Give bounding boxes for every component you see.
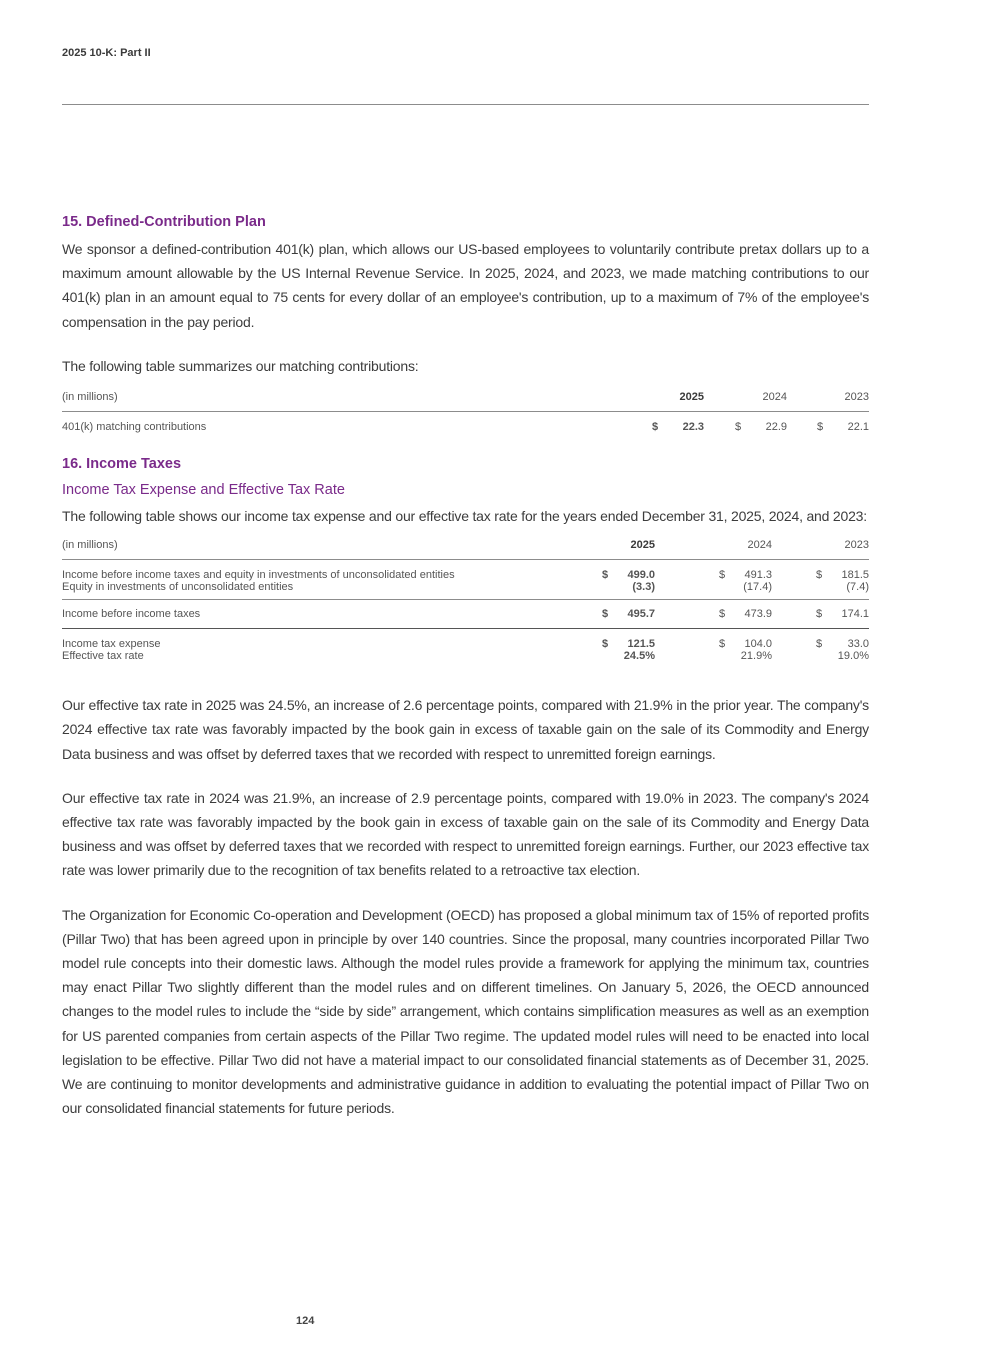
header-divider xyxy=(62,104,869,105)
row-label: Income tax expense xyxy=(62,629,602,651)
currency-symbol: $ xyxy=(816,638,823,651)
table-row xyxy=(62,600,869,629)
section-15-table-intro: The following table summarizes our matching contributions: xyxy=(62,357,419,374)
unit-label: (in millions) xyxy=(62,539,118,552)
value-2023: 174.1 xyxy=(841,608,869,621)
value-2024: (17.4) xyxy=(743,581,772,594)
value-2023: 19.0% xyxy=(837,650,869,663)
section-16-table-intro: The following table shows our income tax expense and our effective tax rate for the years ended December 31, 2025, 2024, and 2023: xyxy=(62,508,867,525)
table-row xyxy=(62,560,869,582)
value-2023: (7.4) xyxy=(846,581,869,594)
value-2023: 33.0 xyxy=(847,638,869,651)
row-label: Equity in investments of unconsolidated entities xyxy=(62,581,294,594)
currency-symbol: $ xyxy=(602,638,609,651)
currency-symbol: $ xyxy=(816,569,823,582)
section-15-paragraph: We sponsor a defined-contribution 401(k) plan, which allows our US-based employees to voluntarily contribute pretax dollars up to a maximum amount allowable by the US Internal Revenue Service. In 2025, 2024, and 2023, we made matching contributions to our 401(k) plan in an amount equal to 75 cents for every dollar of an employee's contribution, up to a maximum of 7% of the employee's compensation in the pay period. xyxy=(62,241,869,330)
row-label: 401(k) matching contributions xyxy=(62,412,652,434)
currency-symbol: $ xyxy=(816,608,823,621)
table-header-row xyxy=(62,388,869,412)
section-16-paragraph-3: The Organization for Economic Co-operation and Development (OECD) has proposed a global minimum tax of 15% of reported profits (Pillar Two) that has been agreed upon in principle by over 140 countries. Since the proposal, many countries incorporated Pillar Two model rule concepts into their domestic laws. Although the model rules provide a framework for applying the minimum tax, countries may enact Pillar Two slightly different than the model rules and on different timelines. On January 5, 2026, the OECD announced changes to the model rules to include the “side by side” arrangement, which contains simplification measures as well as an exemption for US parented companies from certain aspects of the Pillar Two regime. The updated model rules will need to be enacted into local legislation to be effective. Pillar Two did not have a material impact to our consolidated financial statements as of December 31, 2025. We are continuing to monitor developments and administrative guidance in addition to evaluating the potential impact of Pillar Two on our consolidated financial statements for future periods. xyxy=(62,906,869,1117)
matching-contributions-table xyxy=(62,388,869,433)
currency-symbol: $ xyxy=(602,569,609,582)
table-header-row xyxy=(62,536,869,560)
year-2023-header: 2023 xyxy=(844,391,869,404)
page-number: 124 xyxy=(296,1315,315,1327)
running-header: 2025 10-K: Part II xyxy=(62,47,151,59)
table-row xyxy=(62,581,869,600)
value-2023: 22.1 xyxy=(847,421,869,434)
year-2025-header: 2025 xyxy=(679,391,704,404)
year-2023-header: 2023 xyxy=(844,539,869,552)
section-16-subtitle: Income Tax Expense and Effective Tax Rate xyxy=(62,482,345,499)
currency-symbol: $ xyxy=(719,608,726,621)
currency-symbol: $ xyxy=(652,421,659,434)
value-2024: 473.9 xyxy=(744,608,772,621)
section-16-title: 16. Income Taxes xyxy=(62,456,182,473)
unit-label: (in millions) xyxy=(62,391,118,404)
currency-symbol: $ xyxy=(719,569,726,582)
section-16-paragraph-1: Our effective tax rate in 2025 was 24.5%, an increase of 2.6 percentage points, compared with 21.9% in the prior year. The company's 2024 effective tax rate was favorably impacted by the book gain in excess of taxable gain on the sale of its Commodity and Energy Data business and was offset by deferred taxes that we recorded with respect to unremitted foreign earnings. xyxy=(62,697,869,762)
year-2025-header: 2025 xyxy=(630,539,655,552)
value-2025: 121.5 xyxy=(627,638,655,651)
table-row xyxy=(62,650,869,662)
page-content xyxy=(62,214,869,1120)
value-2024: 21.9% xyxy=(740,650,772,663)
row-label: Income before income taxes and equity in investments of unconsolidated entities xyxy=(62,560,602,582)
value-2025: 495.7 xyxy=(627,608,655,621)
table-row xyxy=(62,629,869,651)
row-label: Income before income taxes xyxy=(62,600,602,629)
year-2024-header: 2024 xyxy=(762,391,787,404)
currency-symbol: $ xyxy=(817,421,824,434)
currency-symbol: $ xyxy=(602,608,609,621)
value-2025: (3.3) xyxy=(632,581,655,594)
value-2024: 491.3 xyxy=(744,569,772,582)
value-2025: 22.3 xyxy=(682,421,704,434)
section-15-title: 15. Defined-Contribution Plan xyxy=(62,214,266,230)
year-2024-header: 2024 xyxy=(747,539,772,552)
currency-symbol: $ xyxy=(735,421,742,434)
value-2023: 181.5 xyxy=(841,569,869,582)
value-2024: 104.0 xyxy=(744,638,772,651)
income-tax-table xyxy=(62,536,869,662)
value-2024: 22.9 xyxy=(765,421,787,434)
currency-symbol: $ xyxy=(719,638,726,651)
table-row xyxy=(62,412,869,434)
section-16-paragraph-2: Our effective tax rate in 2024 was 21.9%, an increase of 2.9 percentage points, compared with 19.0% in 2023. The company's 2024 effective tax rate was favorably impacted by the book gain in excess of taxable gain on the sale of its Commodity and Energy Data business and was offset by deferred taxes that we recorded with respect to unremitted foreign earnings. Further, our 2023 effective tax rate was lower primarily due to the recognition of tax benefits related to a retroactive tax election. xyxy=(62,789,869,879)
value-2025: 24.5% xyxy=(623,650,655,663)
row-label: Effective tax rate xyxy=(62,650,144,663)
value-2025: 499.0 xyxy=(627,569,655,582)
